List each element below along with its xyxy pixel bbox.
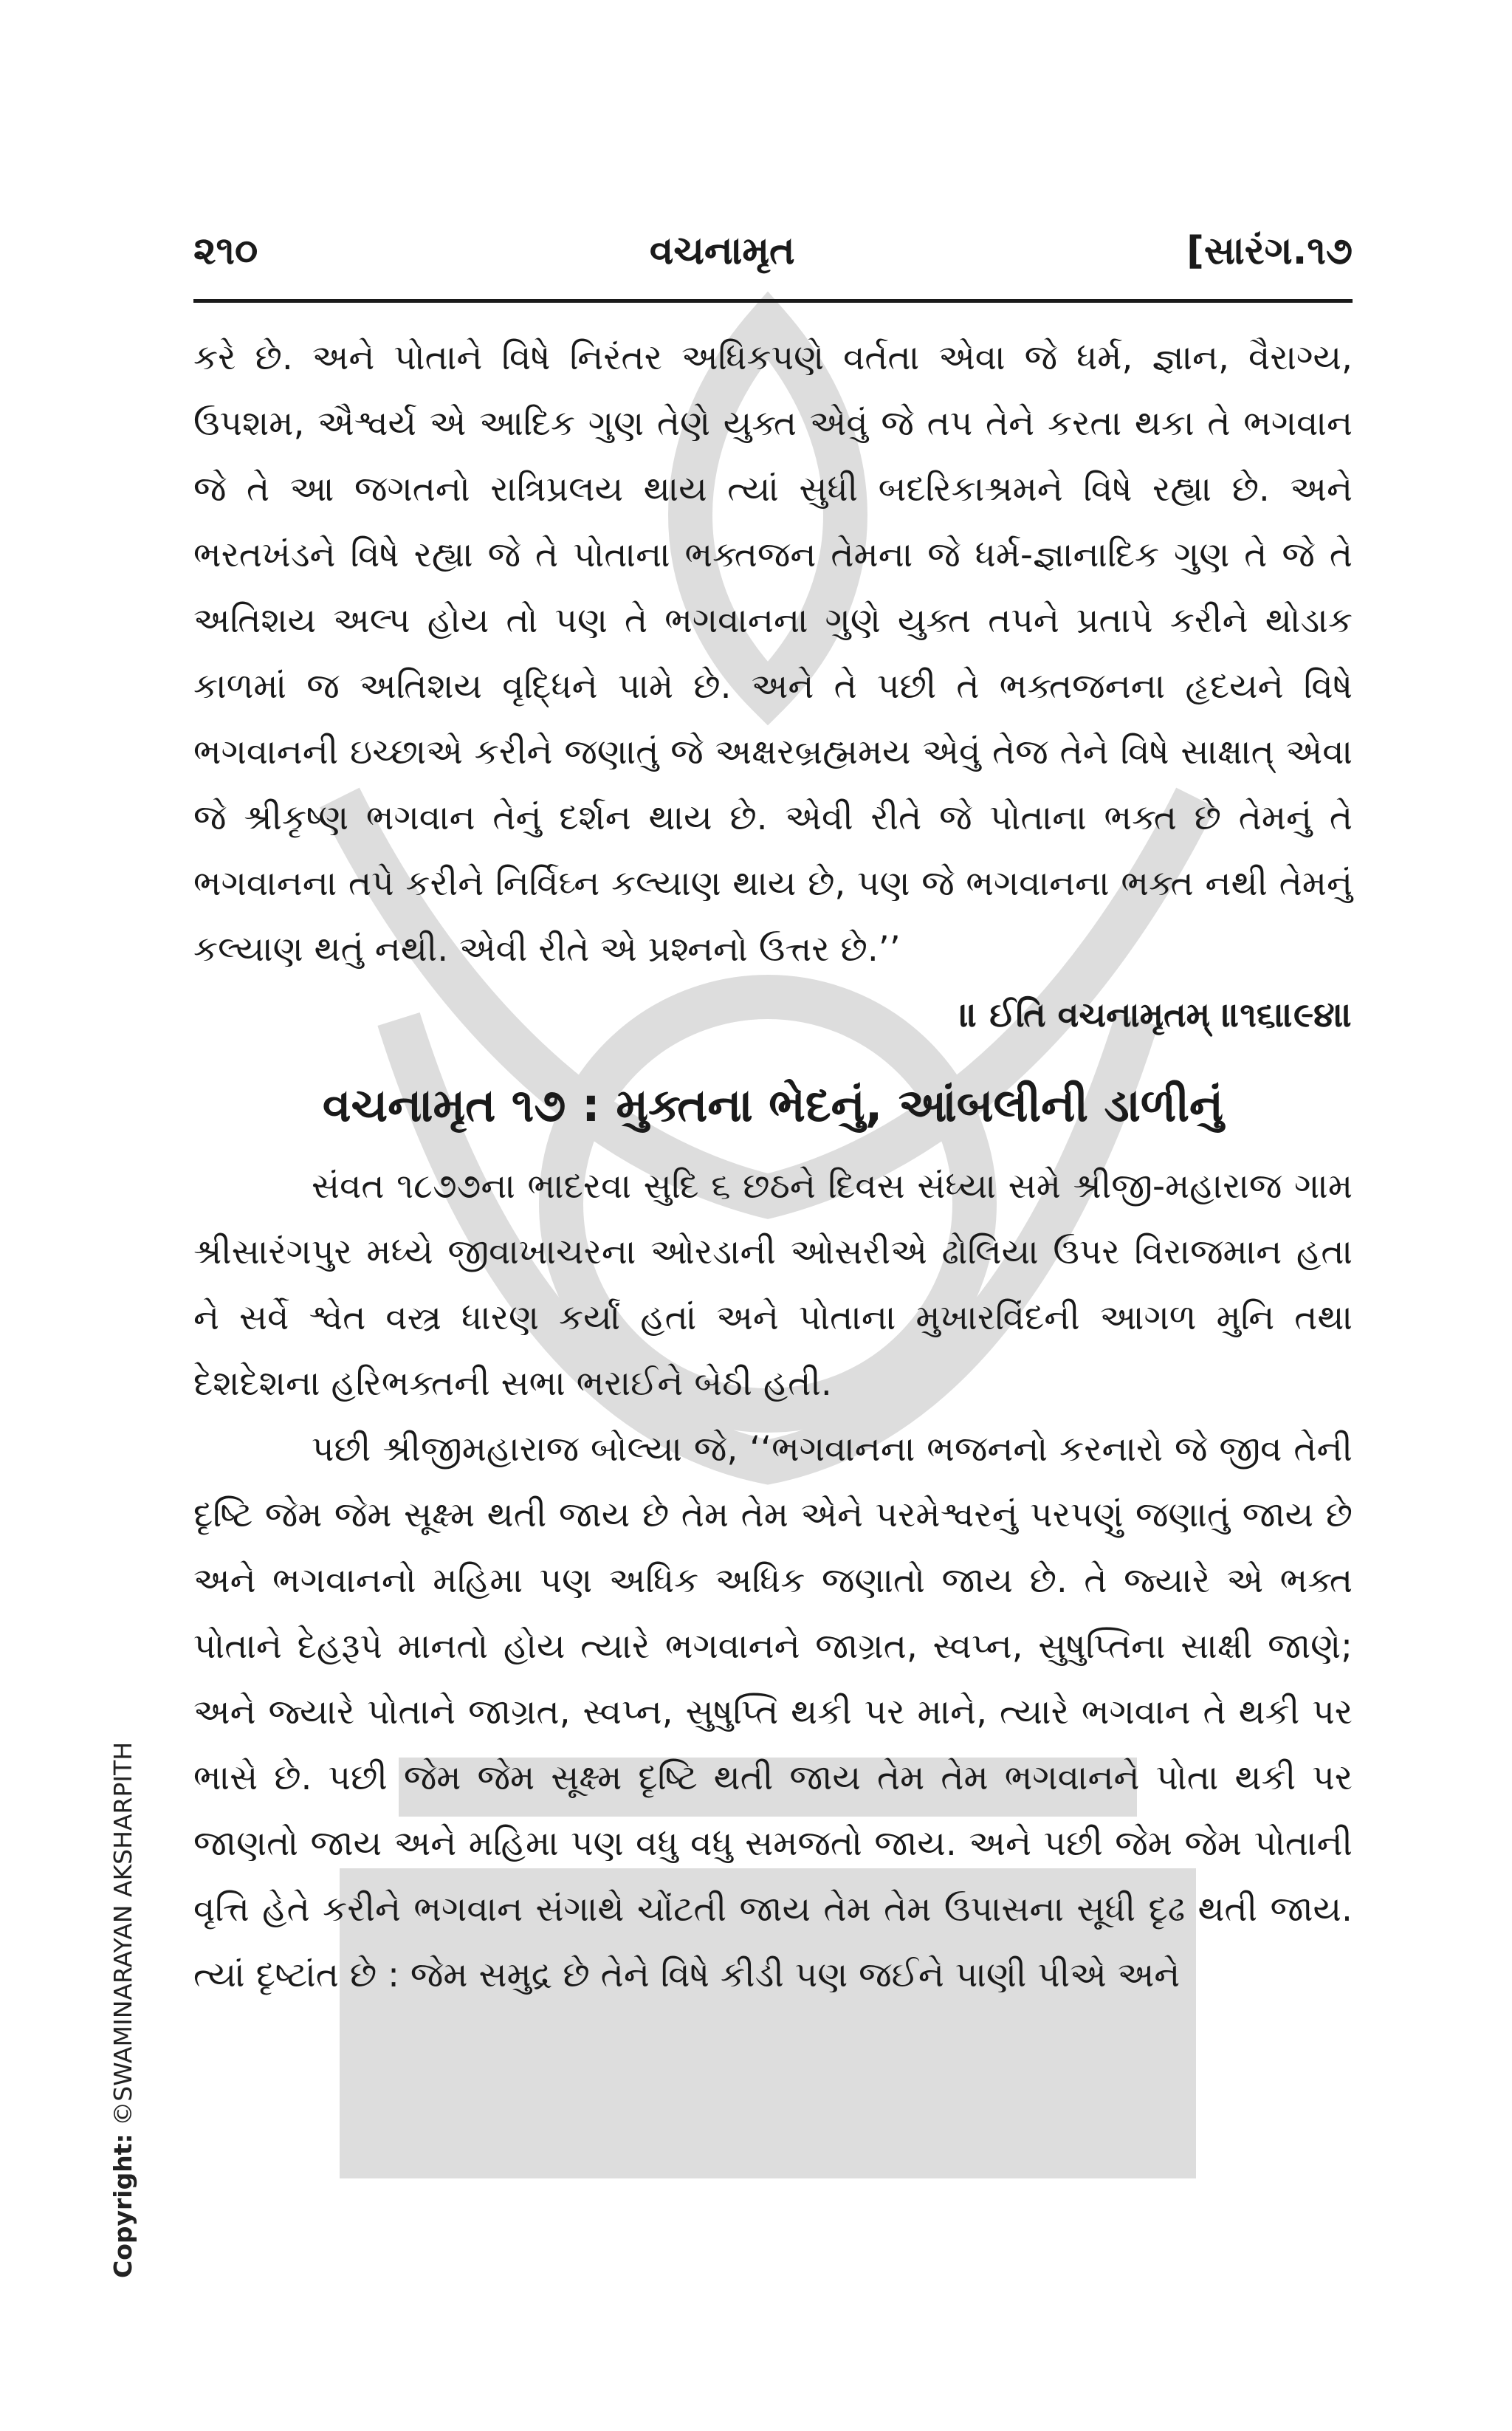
copyright-label: Copyright: xyxy=(109,2133,137,2278)
paragraph-2: પછી શ્રીજીમહારાજ બોલ્યા જે, ‘‘ભગવાનના ભજનનો કરનારો જે જીવ તેની દૃષ્ટિ જેમ જેમ સૂક્ષ્મ થતી જાય છે તેમ તેમ એને પરમેશ્વરનું પરપણું જણાતું જાય છે અને ભગવાનનો મહિમા પણ અધિક અધિક જણાતો જાય છે. તે જ્યારે એ ભક્ત પોતાને દેહરૂપે માનતો હોય ત્યારે ભગવાનને જાગ્રત, સ્વપ્ન, સુષુપ્તિના સાક્ષી જાણે; અને જ્યારે પોતાને જાગ્રત, સ્વપ્ન, સુષુપ્તિ થકી પર માને, ત્યારે ભગવાન તે થકી પર ભાસે છે. પછી જેમ જેમ સૂક્ષ્મ દૃષ્ટિ થતી જાય તેમ તેમ ભગવાનને પોતા થકી પર જાણતો જાય અને મહિમા પણ વધુ વધુ સમજતો જાય. અને પછી જેમ જેમ પોતાની વૃત્તિ હેતે કરીને ભગવાન સંગાથે ચોંટતી જાય તેમ તેમ ઉપાસના સૂધી દૃઢ થતી જાય. ત્યાં દૃષ્ટાંત છે : જેમ સમુદ્ર છે તેને વિષે કીડી પણ જઈને પાણી પીએ અને xyxy=(193,1429,1353,1995)
header-divider xyxy=(193,299,1353,303)
paragraph-1: સંવત ૧૮૭૭ના ભાદરવા સુદિ ૬ છઠને દિવસ સંધ્યા સમે શ્રીજી-મહારાજ ગામ શ્રીસારંગપુર મધ્યે જીવાખાચરના ઓરડાની ઓસરીએ ઢોલિયા ઉપર વિરાજમાન હતા ને સર્વે શ્વેત વસ્ત્ર ધારણ કર્યાં હતાં અને પોતાના મુખારવિંદની આગળ મુનિ તથા દેશદેશના હરિભક્તની સભા ભરાઈને બેઠી હતી. xyxy=(193,1166,1353,1404)
page-header xyxy=(193,222,1353,281)
closing-line: ॥ ઈતિ વચનામૃતમ્ ॥૧૬॥૯૪॥ xyxy=(959,995,1353,1035)
page-body xyxy=(193,325,1353,2008)
section-reference: [સારંગ.૧૭ xyxy=(1186,228,1353,273)
section-heading: વચનામૃત ૧૭ : મુક્તના ભેદનું, આંબલીની ડાળીનું xyxy=(322,1078,1224,1132)
running-title: વચનામૃત xyxy=(649,228,795,273)
continued-paragraph: કરે છે. અને પોતાને વિષે નિરંતર અધિકપણે વર્તતા એવા જે ધર્મ, જ્ઞાન, વૈરાગ્ય, ઉપશમ, ઐશ્વર્ય એ આદિક ગુણ તેણે યુક્ત એવું જે તપ તેને કરતા થકા તે ભગવાન જે તે આ જગતનો રાત્રિપ્રલય થાય ત્યાં સુધી બદરિકાશ્રમને વિષે રહ્યા છે. અને ભરતખંડને વિષે રહ્યા જે તે પોતાના ભક્તજન તેમના જે ધર્મ-જ્ઞાનાદિક ગુણ તે જે તે અતિશય અલ્પ હોય તો પણ તે ભગવાનના ગુણે યુક્ત તપને પ્રતાપે કરીને થોડાક કાળમાં જ અતિશય વૃદ્ધિને પામે છે. અને તે પછી તે ભક્તજનના હૃદયને વિષે ભગવાનની ઇચ્છાએ કરીને જણાતું જે અક્ષરબ્રહ્મમય એવું તેજ તેને વિષે સાક્ષાત્ એવા જે શ્રીકૃષ્ણ ભગવાન તેનું દર્શન થાય છે. એવી રીતે જે પોતાના ભક્ત છે તેમનું તે ભગવાનના તપે કરીને નિર્વિઘ્ન કલ્યાણ થાય છે, પણ જે ભગવાનના ભક્ત નથી તેમનું કલ્યાણ થતું નથી. એવી રીતે એ પ્રશ્નનો ઉત્તર છે.’’ xyxy=(193,337,1353,970)
copyright-text: ©SWAMINARAYAN AKSHARPITH xyxy=(109,1741,137,2126)
page-number: ૨૧૦ xyxy=(193,228,258,273)
copyright-notice xyxy=(105,1717,142,2278)
